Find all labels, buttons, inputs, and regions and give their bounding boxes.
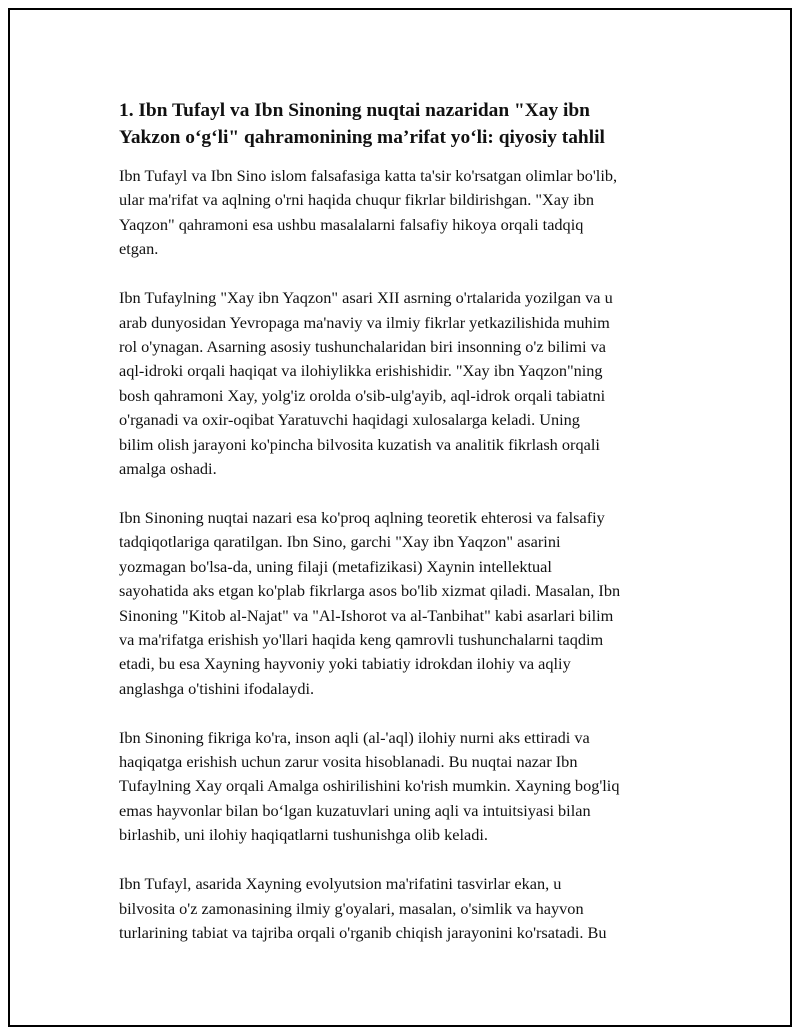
paragraph [119,506,693,701]
title-line: 1. Ibn Tufayl va Ibn Sinoning nuqtai nazaridan "Xay ibn [119,100,590,121]
text-line: bilvosita o'z zamonasining ilmiy g'oyalari, masalan, o'simlik va hayvon [119,898,584,918]
text-line: Ibn Sinoning nuqtai nazari esa ko'proq aqlning teoretik ehterosi va falsafiy [119,507,605,527]
text-line: birlashib, uni ilohiy haqiqatlarni tushunishga olib keladi. [119,825,488,845]
text-line: Ibn Sinoning fikriga ko'ra, inson aqli (al-'aql) ilohiy nurni aks ettiradi va [119,727,590,747]
text-line: tadqiqotlariga qaratilgan. Ibn Sino, garchi "Xay ibn Yaqzon" asarini [119,532,561,552]
text-line: ular ma'rifat va aqlning o'rni haqida chuqur fikrlar bildirishgan. "Xay ibn [119,190,595,210]
paragraph [119,164,693,262]
text-line: etgan. [119,239,159,259]
section-title [119,97,693,151]
paragraph [119,286,693,481]
text-line: sayohatida aks etgan ko'plab fikrlarga asos bo'lib xizmat qiladi. Masalan, Ibn [119,581,621,601]
text-line: anglashga o'tishini ifodalaydi. [119,678,315,698]
text-line: Ibn Tufayl va Ibn Sino islom falsafasiga katta ta'sir ko'rsatgan olimlar bo'lib, [119,166,618,185]
paragraph [119,872,693,945]
text-line: va ma'rifatga erishish yo'llari haqida keng qamrovli tushunchalarni taqdim [119,629,604,649]
text-line: Ibn Tufaylning "Xay ibn Yaqzon" asari XII asrning o'rtalarida yozilgan va u [119,288,613,308]
document-content [119,97,693,970]
document-page [8,8,792,1027]
text-line: Ibn Tufayl, asarida Xayning evolyutsion ma'rifatini tasvirlar ekan, u [119,874,562,894]
text-line: haqiqatga erishish uchun zarur vosita hisoblanadi. Bu nuqtai nazar Ibn [119,752,578,772]
text-line: Sinoning "Kitob al-Najat" va "Al-Ishorot va al-Tanbihat" kabi asarlari bilim [119,605,614,625]
text-line: etadi, bu esa Xayning hayvoniy yoki tabiatiy idrokdan ilohiy va aqliy [119,654,571,674]
text-line: Yaqzon" qahramoni esa ushbu masalalarni falsafiy hikoya orqali tadqiq [119,214,584,234]
text-line: aql-idroki orqali haqiqat va ilohiylikka erishishidir. "Xay ibn Yaqzon"ning [119,361,603,381]
text-line: emas hayvonlar bilan bo‘lgan kuzatuvlari uning aqli va intuitsiyasi bilan [119,800,591,820]
text-line: bilim olish jarayoni ko'pincha bilvosita kuzatish va analitik fikrlash orqali [119,434,600,454]
text-line: yozmagan bo'lsa-da, uning filaji (metafizikasi) Xaynin intellektual [119,556,552,576]
text-line: o'rganadi va oxir-oqibat Yaratuvchi haqidagi xulosalarga keladi. Uning [119,410,580,430]
title-line: Yakzon o‘g‘li" qahramonining ma’rifat yo‘li: qiyosiy tahlil [119,127,605,148]
text-line: amalga oshadi. [119,458,217,478]
text-line: arab dunyosidan Yevropaga ma'naviy va ilmiy fikrlar yetkazilishida muhim [119,312,610,332]
text-line: bosh qahramoni Xay, yolg'iz orolda o'sib-ulg'ayib, aql-idrok orqali tabiatni [119,385,606,405]
text-line: rol o'ynagan. Asarning asosiy tushunchalaridan biri insonning o'z bilimi va [119,336,606,356]
text-line: Tufaylning Xay orqali Amalga oshirilishini ko'rish mumkin. Xayning bog'liq [119,776,620,796]
paragraph [119,726,693,848]
text-line: turlarining tabiat va tajriba orqali o'rganib chiqish jarayonini ko'rsatadi. Bu [119,922,607,942]
